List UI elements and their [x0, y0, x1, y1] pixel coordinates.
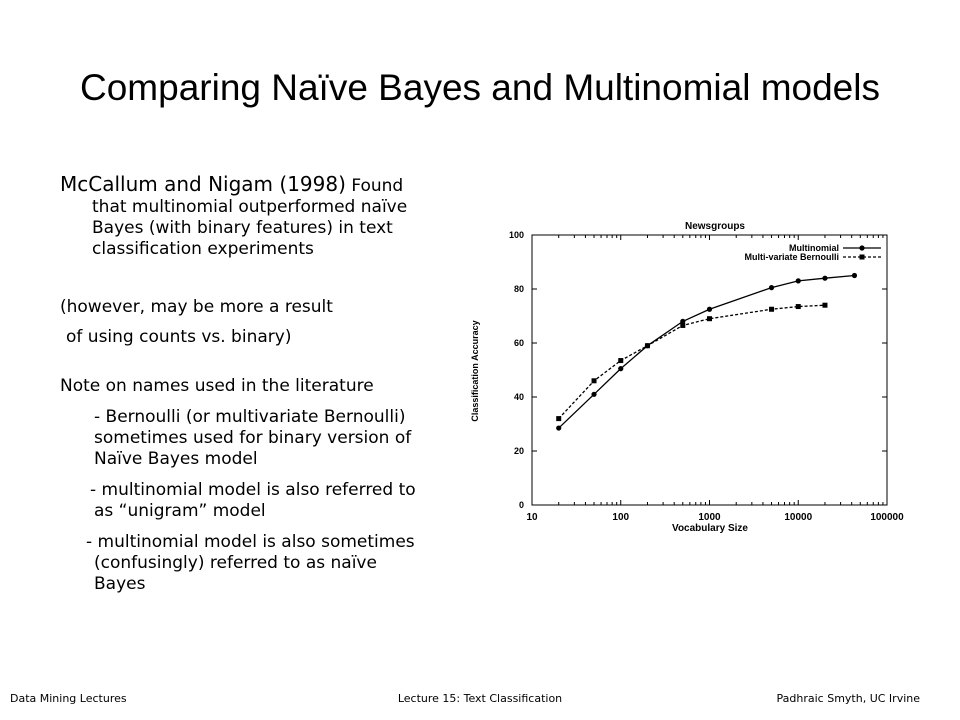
data-point: [618, 366, 623, 371]
x-tick-label: 10: [526, 512, 538, 523]
data-point: [822, 276, 827, 281]
plot-frame: [532, 235, 887, 505]
body-line: Note on names used in the literature: [60, 376, 374, 396]
slide-body: [60, 174, 460, 595]
x-tick-label: 100: [612, 512, 630, 523]
bullet-bernoulli: [60, 407, 460, 470]
x-tick-label: 1000: [698, 512, 721, 523]
body-line: - multinomial model is also sometimes: [86, 532, 415, 552]
y-tick-label: 20: [513, 446, 524, 456]
footer-left: Data Mining Lectures: [10, 692, 127, 705]
series-line: [559, 305, 825, 418]
chart-series: [556, 273, 857, 431]
data-point: [796, 304, 801, 309]
bullet-unigram: [60, 480, 460, 522]
data-point: [769, 285, 774, 290]
body-line: that multinomial outperformed naïve: [92, 197, 408, 217]
body-line: (confusingly) referred to as naïve: [94, 553, 377, 573]
data-point: [796, 278, 801, 283]
body-line: [60, 174, 460, 197]
data-point: [852, 273, 857, 278]
paragraph-however: [60, 292, 460, 352]
body-text: Found: [351, 176, 404, 196]
body-line: (however, may be more a result: [60, 297, 333, 317]
body-line: Bayes (with binary features) in text: [92, 218, 393, 238]
data-point: [556, 416, 561, 421]
x-tick-label: 100000: [870, 512, 904, 523]
data-point: [707, 307, 712, 312]
data-point: [707, 316, 712, 321]
footer-right: Padhraic Smyth, UC Irvine: [776, 692, 920, 705]
y-axis-label: Classification Accuracy: [470, 320, 480, 422]
series-line: [559, 276, 855, 429]
data-point: [592, 378, 597, 383]
x-tick-label: 10000: [784, 512, 813, 523]
data-point: [556, 425, 561, 430]
body-line: Bayes: [94, 574, 146, 594]
chart-title: Newsgroups: [684, 221, 746, 232]
slide-title: Comparing Naïve Bayes and Multinomial models: [80, 67, 880, 108]
axis-ticks: [509, 230, 904, 523]
body-line: as “unigram” model: [94, 501, 266, 521]
y-tick-label: 40: [513, 392, 524, 402]
legend-label: Multinomial: [789, 243, 839, 253]
legend-label: Multi-variate Bernoulli: [744, 252, 839, 262]
y-tick-label: 80: [513, 284, 524, 294]
y-tick-label: 0: [518, 500, 524, 510]
footer-center: Lecture 15: Text Classification: [397, 692, 563, 705]
body-line: - multinomial model is also referred to: [90, 480, 416, 500]
citation-text: McCallum and Nigam (1998): [60, 172, 346, 196]
bullet-naive-bayes: [60, 532, 460, 595]
legend-swatch-marker: [859, 245, 864, 250]
body-line: classification experiments: [92, 239, 314, 259]
legend-swatch-marker: [860, 255, 865, 260]
body-line: sometimes used for binary version of: [94, 428, 412, 448]
y-tick-label: 100: [508, 230, 524, 240]
body-line: of using counts vs. binary): [66, 327, 292, 347]
data-point: [618, 358, 623, 363]
data-point: [591, 392, 596, 397]
paragraph-names: [60, 376, 460, 595]
accuracy-chart: [462, 208, 932, 548]
body-line: Naïve Bayes model: [94, 449, 258, 469]
x-axis-label: Vocabulary Size: [672, 523, 748, 534]
data-point: [822, 303, 827, 308]
y-tick-label: 60: [513, 338, 524, 348]
body-line: - Bernoulli (or multivariate Bernoulli): [94, 407, 406, 427]
data-point: [769, 307, 774, 312]
data-point: [680, 323, 685, 328]
chart-legend: [744, 243, 881, 262]
data-point: [645, 343, 650, 348]
paragraph-mccallum: [60, 174, 460, 260]
